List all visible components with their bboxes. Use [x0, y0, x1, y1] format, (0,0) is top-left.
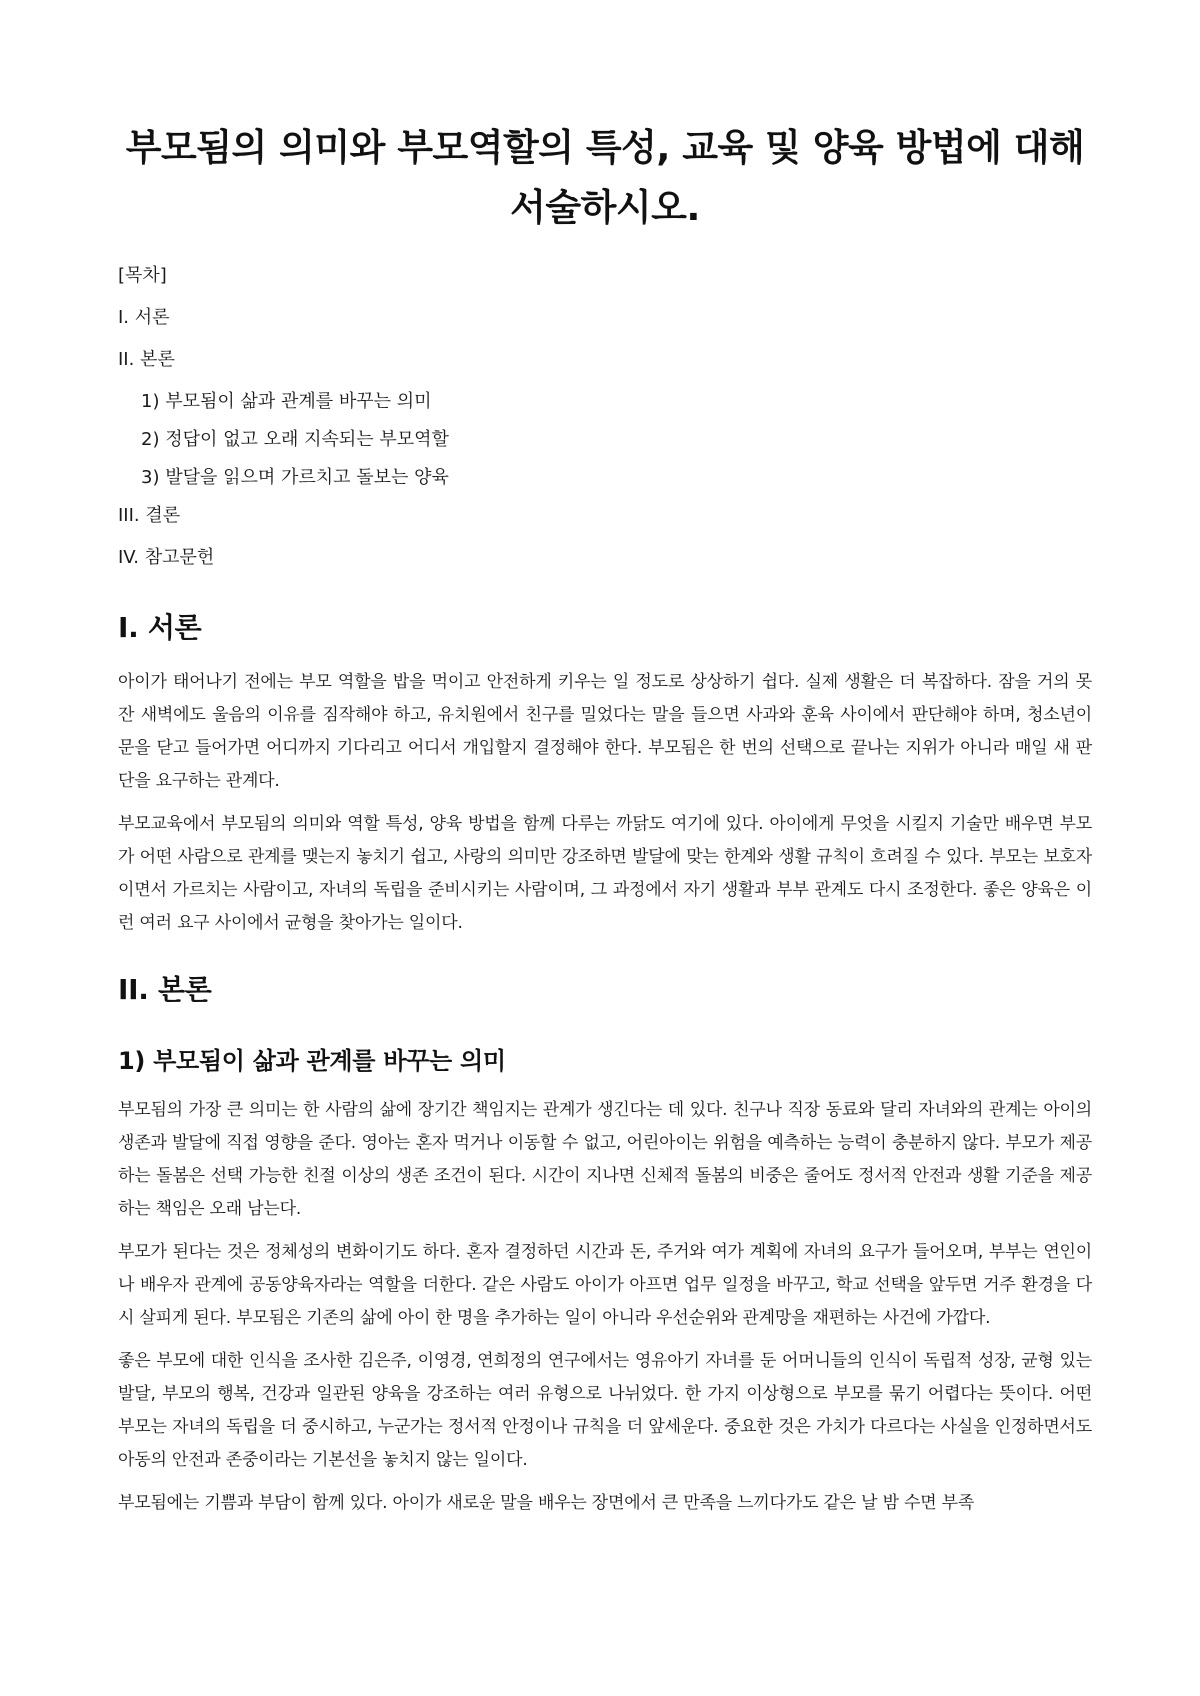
subsection-heading-1: 1) 부모됨이 삶과 관계를 바꾸는 의미 [118, 1047, 506, 1075]
paragraph: 부모교육에서 부모됨의 의미와 역할 특성, 양육 방법을 함께 다루는 까닭도 여기에 있다. 아이에게 무엇을 시킬지 기술만 배우면 부모가 어떤 사람으로 관계를 맺는지 놓치기 쉽고, 사랑의 의미만 강조하면 발달에 맞는 한계와 생활 규칙이 흐려질 수 있다. 부모는 보호자이면서 가르치는 사람이고, 자녀의 독립을 준비시키는 사람이며, 그 과정에서 자기 생활과 부부 관계도 다시 조정한다. 좋은 양육은 이런 여러 요구 사이에서 균형을 찾아가는 일이다. [118, 814, 1092, 933]
section-heading-body: II. 본론 [118, 973, 212, 1006]
table-of-contents [118, 264, 1092, 570]
toc-label: [목차] [118, 265, 167, 286]
toc-item-conclusion: III. 결론 [118, 505, 181, 526]
paragraph: 부모됨에는 기쁨과 부담이 함께 있다. 아이가 새로운 말을 배우는 장면에서 큰 만족을 느끼다가도 같은 날 밤 수면 부족 [118, 1493, 975, 1513]
paragraph: 아이가 태어나기 전에는 부모 역할을 밥을 먹이고 안전하게 키우는 일 정도로 상상하기 쉽다. 실제 생활은 더 복잡하다. 잠을 거의 못 잔 새벽에도 울음의 이유를 짐작해야 하고, 유치원에서 친구를 밀었다는 말을 들으면 사과와 훈육 사이에서 판단해야 하며, 청소년이 문을 닫고 들어가면 어디까지 기다리고 어디서 개입할지 결정해야 한다. 부모됨은 한 번의 선택으로 끝나는 지위가 아니라 매일 새 판단을 요구하는 관계다. [118, 672, 1092, 791]
paragraph: 좋은 부모에 대한 인식을 조사한 김은주, 이영경, 연희정의 연구에서는 영유아기 자녀를 둔 어머니들의 인식이 독립적 성장, 균형 있는 발달, 부모의 행복, 건강과 일관된 양육을 강조하는 여러 유형으로 나뉘었다. 한 가지 이상형으로 부모를 묶기 어렵다는 뜻이다. 어떤 부모는 자녀의 독립을 더 중시하고, 누군가는 정서적 안정이나 규칙을 더 앞세운다. 중요한 것은 가치가 다르다는 사실을 인정하면서도 아동의 안전과 존중이라는 기본선을 놓치지 않는 일이다. [118, 1351, 1092, 1470]
document-title: 부모됨의 의미와 부모역할의 특성, 교육 및 양육 방법에 대해 서술하시오. [125, 126, 1085, 229]
section-heading-intro: I. 서론 [118, 611, 202, 644]
paragraph: 부모됨의 가장 큰 의미는 한 사람의 삶에 장기간 책임지는 관계가 생긴다는 데 있다. 친구나 직장 동료와 달리 자녀와의 관계는 아이의 생존과 발달에 직접 영향을 준다. 영아는 혼자 먹거나 이동할 수 없고, 어린아이는 위험을 예측하는 능력이 충분하지 않다. 부모가 제공하는 돌봄은 선택 가능한 친절 이상의 생존 조건이 된다. 시간이 지나면 신체적 돌봄의 비중은 줄어도 정서적 안전과 생활 기준을 제공하는 책임은 오래 남는다. [118, 1100, 1092, 1219]
section-intro [118, 610, 1092, 940]
paragraph: 부모가 된다는 것은 정체성의 변화이기도 하다. 혼자 결정하던 시간과 돈, 주거와 여가 계획에 자녀의 요구가 들어오며, 부부는 연인이나 배우자 관계에 공동양육자라는 역할을 더한다. 같은 사람도 아이가 아프면 업무 일정을 바꾸고, 학교 선택을 앞두면 거주 환경을 다시 살피게 된다. 부모됨은 기존의 삶에 아이 한 명을 추가하는 일이 아니라 우선순위와 관계망을 재편하는 사건에 가깝다. [118, 1242, 1092, 1328]
toc-item-body-2: 2) 정답이 없고 오래 지속되는 부모역할 [141, 429, 449, 450]
toc-item-body-1: 1) 부모됨이 삶과 관계를 바꾸는 의미 [141, 391, 432, 412]
toc-item-intro: I. 서론 [118, 307, 170, 328]
toc-item-body-3: 3) 발달을 읽으며 가르치고 돌보는 양육 [141, 467, 449, 488]
section-body [118, 972, 1092, 1520]
toc-item-references: IV. 참고문헌 [118, 547, 215, 568]
toc-item-body: II. 본론 [118, 349, 175, 370]
